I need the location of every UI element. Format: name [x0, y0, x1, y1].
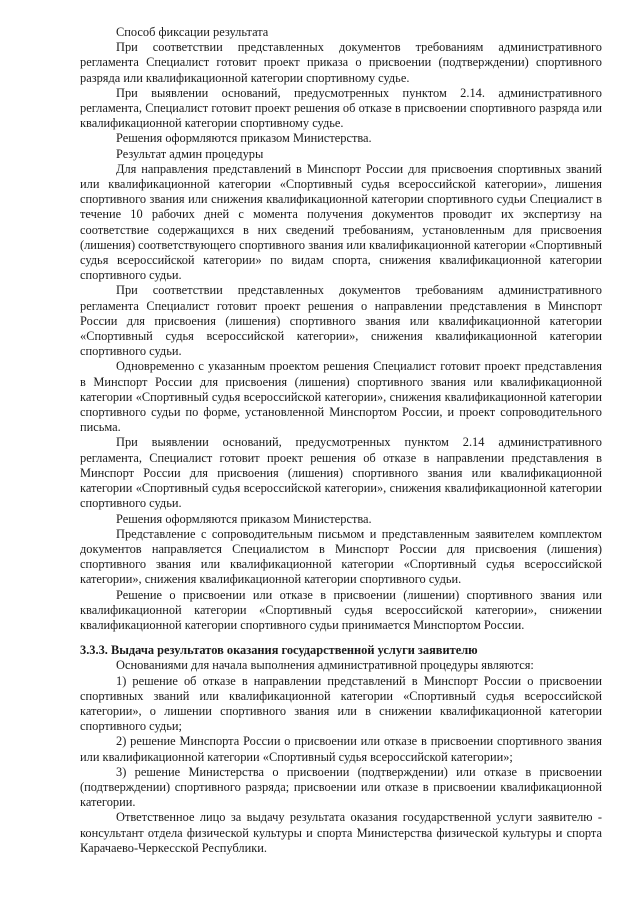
paragraph-decisions-order: Решения оформляются приказом Министерства.: [116, 131, 372, 146]
paragraph-submission-expertise: Для направления представлений в Минспорт России для присвоения спортивных званий или квалификационной категории «Спортивный судья всероссийской категории», лишения спортивного звания или снижения квалификационной категории спортивного судьи Специалист в течение 10 рабочих дней с момента получения документов проводит их экспертизу на соответствие содержащихся в них сведений требованиям, установленным для присвоения (лишения) соответствующего спортивного звания или квалификационной категории «Спортивный судья всероссийской категории» по видам спорта, снижения квалификационной категории спортивного судьи.: [80, 161, 602, 283]
list-item: 3) решение Министерства о присвоении (подтверждении) или отказе в присвоении (подтверждении) спортивного разряда; присвоении или отказе в присвоении квалификационной категории.: [80, 764, 602, 810]
list-item: 2) решение Минспорта России о присвоении или отказе в присвоении спортивного звания или квалификационной категории «Спортивный судья всероссийской категории»;: [80, 734, 602, 764]
paragraph-submission-decision: При соответствии представленных документов требованиям административного регламента Специалист готовит проект решения о направлении представления в Минспорт России для присвоения (лишения) спортивного звания или квалификационной категории «Спортивный судья всероссийской категории», снижения квалификационной категории спортивного судьи.: [80, 283, 602, 359]
paragraph-refusal-draft: При выявлении оснований, предусмотренных пунктом 2.14. административного регламента, Специалист готовит проект решения об отказе в присвоении спортивного разряда или квалификационной категории спортивному судье.: [80, 85, 602, 131]
section-heading: 3.3.3. Выдача результатов оказания государственной услуги заявителю: [80, 643, 478, 658]
paragraph-responsible-person: Ответственное лицо за выдачу результата оказания государственной услуги заявителю - консультант отдела физической культуры и спорта Министерства физической культуры и спорта Карачаево-Черкесской Республики.: [80, 810, 602, 855]
paragraph-ministry-decision: Решение о присвоении или отказе в присвоении (лишении) спортивного звания или квалификационной категории «Спортивный судья всероссийской категории», снижении квалификационной категории спортивного судьи принимается Минспортом России.: [80, 587, 602, 632]
paragraph-refusal-submission: При выявлении оснований, предусмотренных пунктом 2.14 административного регламента, Специалист готовит проект решения об отказе в направлении представления в Минспорт России для присвоения (лишения) спортивного звания или квалификационной категории «Спортивный судья всероссийской категории», снижения квалификационной категории спортивного судьи.: [80, 435, 602, 511]
paragraph-submission-sent: Представление с сопроводительным письмом и представленным заявителем комплектом документов направляется Специалистом в Минспорт России для присвоения (лишения) спортивного звания или квалификационной категории «Спортивный судья всероссийской категории», снижения квалификационной категории спортивного судьи.: [80, 526, 602, 587]
list-item: 1) решение об отказе в направлении представлений в Минспорт России о присвоении спортивных званий или квалификационной категории «Спортивный судья всероссийской категории», о лишении спортивного звания или в снижении квалификационной категории спортивного судьи;: [80, 673, 602, 734]
paragraph-order-draft: При соответствии представленных документов требованиям административного регламента Специалист готовит проект приказа о присвоении (подтверждении) спортивного разряда или квалификационной категории спортивному судье.: [80, 40, 602, 85]
document-page: [80, 25, 602, 856]
paragraph-fixation-label: Способ фиксации результата: [116, 25, 269, 39]
paragraph-admin-result: Результат админ процедуры: [116, 146, 264, 161]
paragraph-simultaneous-draft: Одновременно с указанным проектом решения Специалист готовит проект представления в Минспорт России для присвоения (лишения) спортивного звания или квалификационной категории «Спортивный судья всероссийской категории», снижения квалификационной категории спортивного судьи по форме, установленной Минспортом России, и проект сопроводительного письма.: [80, 359, 602, 435]
paragraph-decisions-order-2: Решения оформляются приказом Министерства.: [116, 511, 372, 526]
section-intro: Основаниями для начала выполнения административной процедуры являются:: [116, 658, 534, 673]
